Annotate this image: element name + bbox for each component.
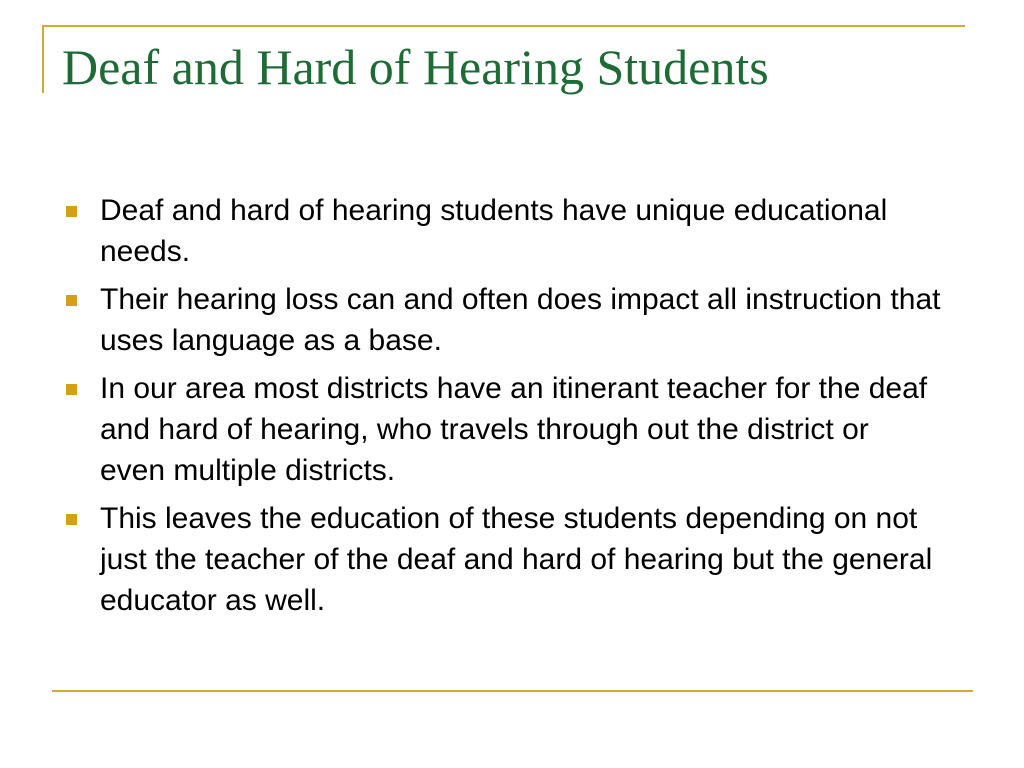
bullet-item	[62, 498, 942, 621]
bullet-item	[62, 368, 942, 491]
slide-title: Deaf and Hard of Hearing Students	[62, 39, 769, 95]
bullet-item	[62, 279, 942, 361]
bullet-text: Their hearing loss can and often does impact all instruction that uses language as a base.	[100, 283, 941, 357]
bullet-text: Deaf and hard of hearing students have unique educational needs.	[100, 194, 888, 268]
bullet-item	[62, 190, 942, 272]
bullet-list	[62, 190, 942, 628]
square-bullet-icon	[66, 514, 77, 525]
left-accent-line	[42, 25, 44, 93]
top-accent-line	[42, 25, 965, 27]
bullet-text: This leaves the education of these students depending on not just the teacher of the deaf and hard of hearing but the general educator as well.	[100, 502, 933, 617]
square-bullet-icon	[66, 206, 77, 217]
square-bullet-icon	[66, 295, 77, 306]
bottom-accent-line	[52, 690, 973, 692]
bullet-text: In our area most districts have an itinerant teacher for the deaf and hard of hearing, who travels through out the district or even multiple districts.	[100, 372, 928, 487]
square-bullet-icon	[66, 384, 77, 395]
